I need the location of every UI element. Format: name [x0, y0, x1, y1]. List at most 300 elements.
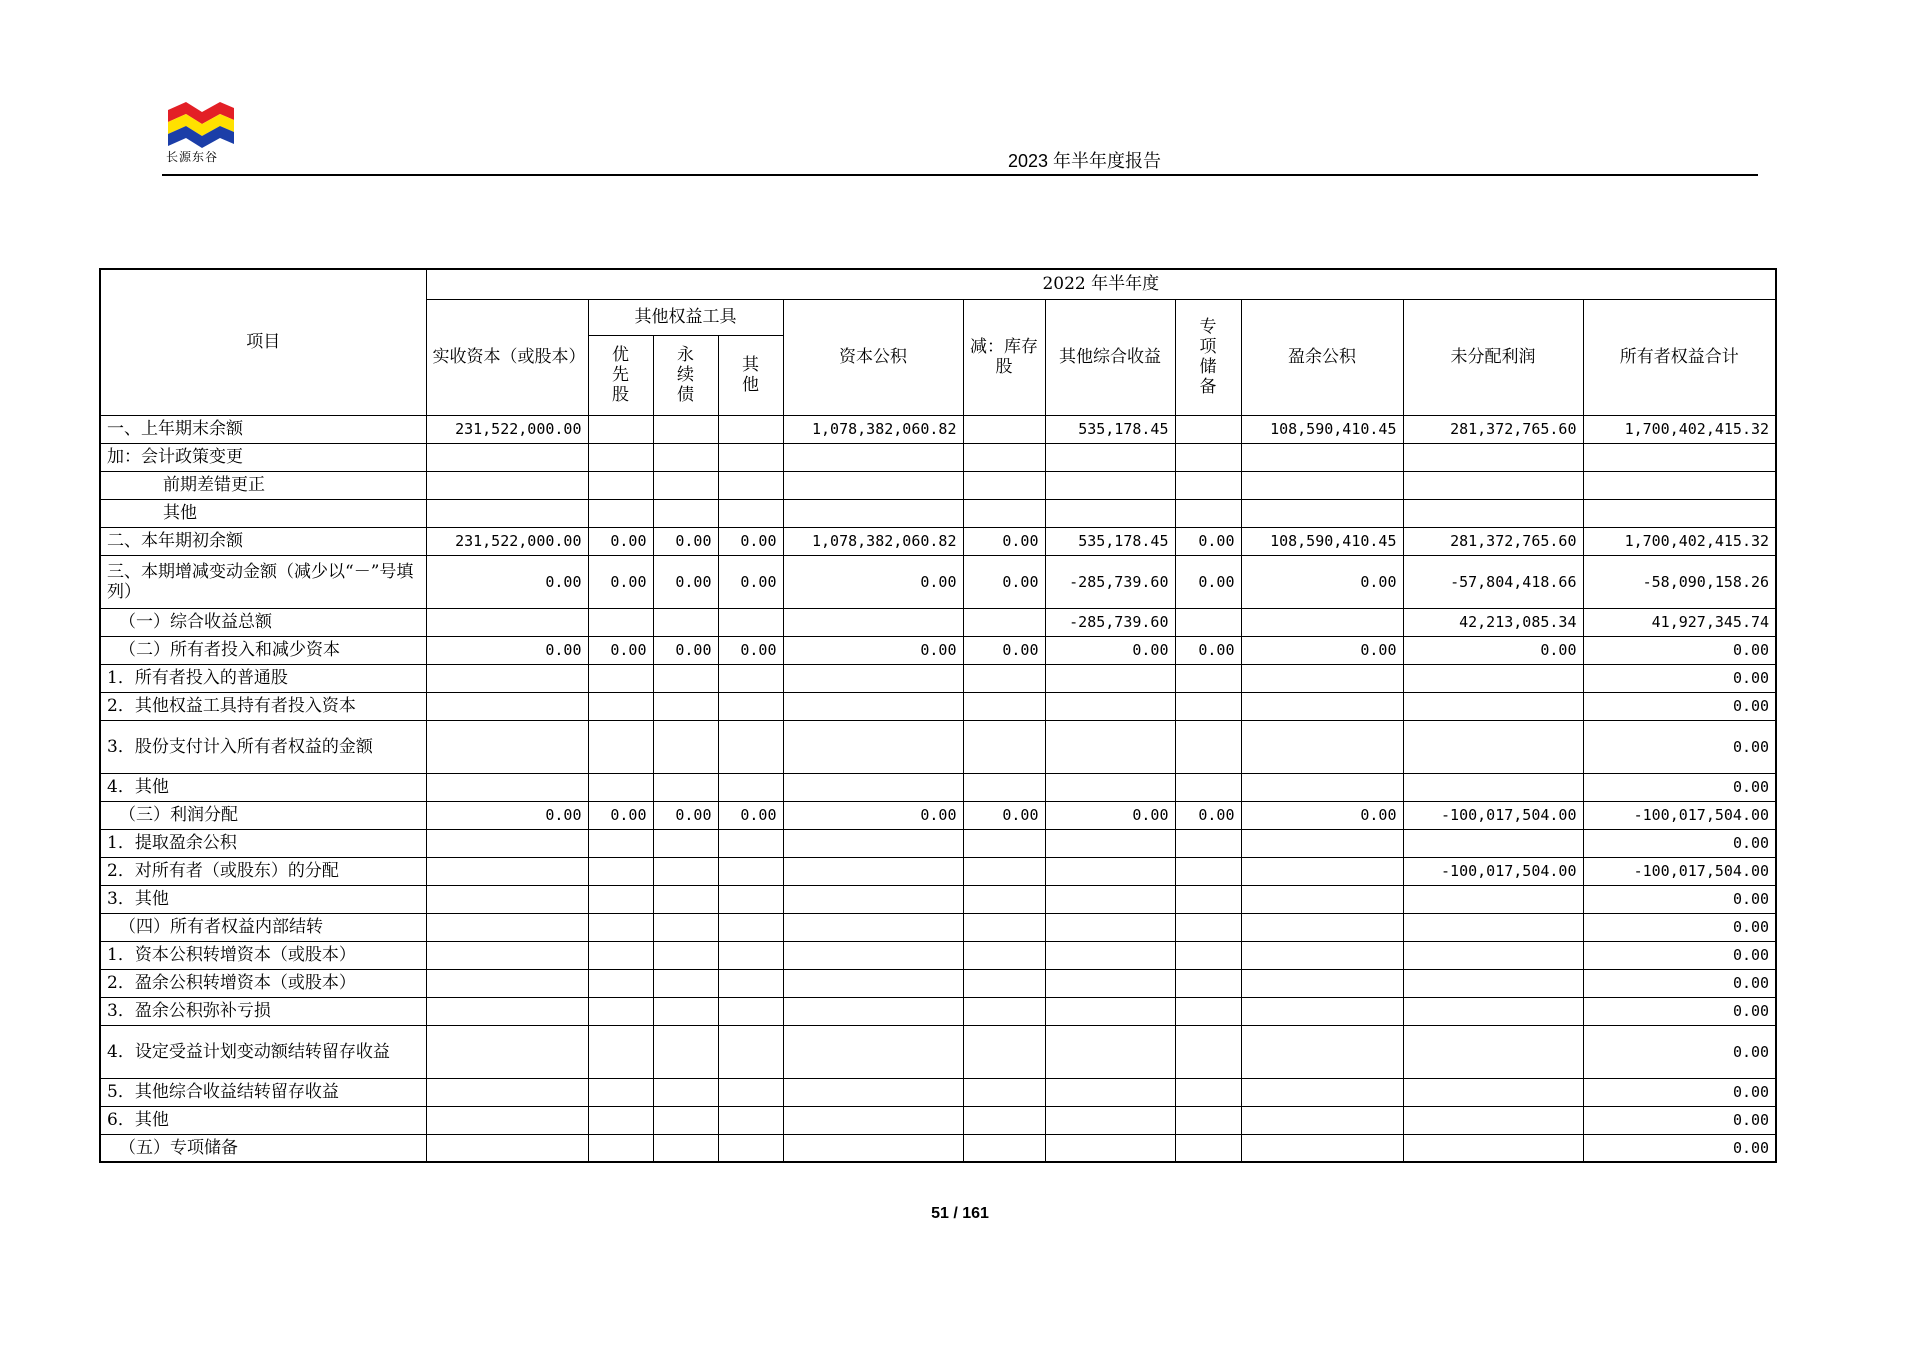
- cell-value: 535,178.45: [1045, 527, 1175, 555]
- cell-value: [1045, 720, 1175, 773]
- cell-value: 0.00: [718, 527, 783, 555]
- cell-value: [1241, 1078, 1403, 1106]
- row-label: 2．其他权益工具持有者投入资本: [100, 692, 426, 720]
- table-row: [100, 1106, 1776, 1134]
- cell-value: [588, 415, 653, 443]
- cell-value: 0.00: [588, 555, 653, 608]
- cell-value: 0.00: [1241, 801, 1403, 829]
- cell-value: [1403, 941, 1583, 969]
- row-label: 4．设定受益计划变动额结转留存收益: [100, 1025, 426, 1078]
- table-row: [100, 471, 1776, 499]
- cell-value: [1045, 664, 1175, 692]
- row-label: 4．其他: [100, 773, 426, 801]
- cell-value: [1175, 941, 1241, 969]
- cell-value: [426, 773, 588, 801]
- cell-value: [1241, 692, 1403, 720]
- cell-value: [963, 443, 1045, 471]
- cell-value: 0.00: [426, 636, 588, 664]
- cell-value: [1045, 1025, 1175, 1078]
- cell-value: [963, 664, 1045, 692]
- cell-value: [963, 1025, 1045, 1078]
- table-row: [100, 499, 1776, 527]
- cell-value: [1045, 997, 1175, 1025]
- cell-value: [1045, 969, 1175, 997]
- table-row: [100, 608, 1776, 636]
- cell-value: [783, 692, 963, 720]
- cell-value: [963, 1078, 1045, 1106]
- cell-value: 0.00: [963, 527, 1045, 555]
- cell-value: [718, 415, 783, 443]
- table-row: [100, 913, 1776, 941]
- cell-value: 0.00: [1583, 720, 1776, 773]
- cell-value: [426, 1106, 588, 1134]
- cell-value: [783, 608, 963, 636]
- cell-value: [588, 1078, 653, 1106]
- row-label: 加：会计政策变更: [100, 443, 426, 471]
- cell-value: 0.00: [1045, 801, 1175, 829]
- cell-value: [426, 913, 588, 941]
- cell-value: [653, 720, 718, 773]
- cell-value: [963, 969, 1045, 997]
- table-row: [100, 527, 1776, 555]
- cell-value: [426, 941, 588, 969]
- cell-value: 535,178.45: [1045, 415, 1175, 443]
- cell-value: [718, 773, 783, 801]
- cell-value: [963, 1106, 1045, 1134]
- cell-value: [1045, 1134, 1175, 1162]
- cell-value: [1045, 692, 1175, 720]
- table-row: [100, 664, 1776, 692]
- header-rule: [162, 174, 1758, 176]
- header-undistributed-profit: 未分配利润: [1403, 299, 1583, 415]
- cell-value: [1241, 969, 1403, 997]
- cell-value: [718, 997, 783, 1025]
- cell-value: [653, 1025, 718, 1078]
- cell-value: 108,590,410.45: [1241, 415, 1403, 443]
- cell-value: [783, 885, 963, 913]
- cell-value: [653, 608, 718, 636]
- cell-value: 231,522,000.00: [426, 527, 588, 555]
- cell-value: 1,700,402,415.32: [1583, 415, 1776, 443]
- cell-value: [783, 1025, 963, 1078]
- table-row: [100, 555, 1776, 608]
- cell-value: [1175, 415, 1241, 443]
- cell-value: 42,213,085.34: [1403, 608, 1583, 636]
- cell-value: [588, 471, 653, 499]
- header-oci: 其他综合收益: [1045, 299, 1175, 415]
- cell-value: [1403, 471, 1583, 499]
- row-label: 2．盈余公积转增资本（或股本）: [100, 969, 426, 997]
- header-capital-reserve: 资本公积: [783, 299, 963, 415]
- cell-value: 0.00: [1583, 1106, 1776, 1134]
- cell-value: [963, 608, 1045, 636]
- cell-value: 0.00: [963, 801, 1045, 829]
- cell-value: [1403, 997, 1583, 1025]
- row-label: 1．提取盈余公积: [100, 829, 426, 857]
- cell-value: 231,522,000.00: [426, 415, 588, 443]
- cell-value: [653, 885, 718, 913]
- cell-value: 0.00: [653, 636, 718, 664]
- cell-value: [426, 1134, 588, 1162]
- cell-value: 1,078,382,060.82: [783, 527, 963, 555]
- cell-value: [1175, 1134, 1241, 1162]
- cell-value: -57,804,418.66: [1403, 555, 1583, 608]
- cell-value: [1175, 720, 1241, 773]
- cell-value: [1241, 885, 1403, 913]
- cell-value: [963, 941, 1045, 969]
- cell-value: 0.00: [718, 555, 783, 608]
- cell-value: [718, 692, 783, 720]
- table-row: [100, 443, 1776, 471]
- cell-value: 0.00: [1583, 941, 1776, 969]
- cell-value: [1175, 664, 1241, 692]
- cell-value: [963, 773, 1045, 801]
- cell-value: [963, 913, 1045, 941]
- cell-value: [783, 829, 963, 857]
- cell-value: [718, 1134, 783, 1162]
- cell-value: [1175, 829, 1241, 857]
- cell-value: 0.00: [1583, 997, 1776, 1025]
- cell-value: [1175, 857, 1241, 885]
- row-label: （五）专项储备: [100, 1134, 426, 1162]
- cell-value: [1045, 857, 1175, 885]
- row-label: （三）利润分配: [100, 801, 426, 829]
- cell-value: [588, 1134, 653, 1162]
- table-row: [100, 801, 1776, 829]
- cell-value: 0.00: [1403, 636, 1583, 664]
- cell-value: [1241, 443, 1403, 471]
- cell-value: [1583, 499, 1776, 527]
- cell-value: [653, 997, 718, 1025]
- cell-value: 0.00: [1583, 1025, 1776, 1078]
- cell-value: [653, 829, 718, 857]
- header-paid-in-capital: 实收资本（或股本）: [426, 299, 588, 415]
- cell-value: 0.00: [588, 527, 653, 555]
- cell-value: [963, 692, 1045, 720]
- cell-value: [1175, 1025, 1241, 1078]
- cell-value: [718, 720, 783, 773]
- page-number: 51 / 161: [931, 1205, 989, 1222]
- header-total-equity: 所有者权益合计: [1583, 299, 1776, 415]
- cell-value: [783, 941, 963, 969]
- cell-value: -100,017,504.00: [1403, 801, 1583, 829]
- cell-value: [718, 885, 783, 913]
- cell-value: [718, 443, 783, 471]
- cell-value: [1175, 471, 1241, 499]
- cell-value: 0.00: [1241, 555, 1403, 608]
- cell-value: [426, 1078, 588, 1106]
- cell-value: 0.00: [783, 636, 963, 664]
- cell-value: [1045, 499, 1175, 527]
- cell-value: [426, 471, 588, 499]
- cell-value: [1403, 692, 1583, 720]
- cell-value: [1241, 1025, 1403, 1078]
- cell-value: [783, 1078, 963, 1106]
- header-perpetual-bond: 永续债: [653, 335, 718, 415]
- cell-value: 0.00: [1583, 692, 1776, 720]
- cell-value: [588, 1025, 653, 1078]
- cell-value: [783, 969, 963, 997]
- cell-value: [718, 664, 783, 692]
- table-row: [100, 885, 1776, 913]
- cell-value: [718, 1078, 783, 1106]
- cell-value: [1241, 857, 1403, 885]
- cell-value: 0.00: [1175, 636, 1241, 664]
- cell-value: [588, 443, 653, 471]
- cell-value: 108,590,410.45: [1241, 527, 1403, 555]
- cell-value: [963, 471, 1045, 499]
- cell-value: [426, 664, 588, 692]
- cell-value: -100,017,504.00: [1583, 857, 1776, 885]
- cell-value: [653, 692, 718, 720]
- cell-value: [718, 499, 783, 527]
- cell-value: [718, 1025, 783, 1078]
- cell-value: [1241, 1134, 1403, 1162]
- cell-value: [653, 471, 718, 499]
- cell-value: [588, 885, 653, 913]
- table-row: [100, 941, 1776, 969]
- cell-value: [718, 913, 783, 941]
- cell-value: [588, 499, 653, 527]
- cell-value: [588, 664, 653, 692]
- row-label: （一）综合收益总额: [100, 608, 426, 636]
- cell-value: [653, 664, 718, 692]
- cell-value: [1241, 829, 1403, 857]
- cell-value: 0.00: [783, 555, 963, 608]
- cell-value: 0.00: [1583, 969, 1776, 997]
- cell-value: [653, 499, 718, 527]
- cell-value: 0.00: [718, 636, 783, 664]
- cell-value: [1241, 471, 1403, 499]
- cell-value: [588, 913, 653, 941]
- cell-value: [1175, 1106, 1241, 1134]
- cell-value: [653, 443, 718, 471]
- table-row: [100, 1078, 1776, 1106]
- cell-value: [588, 608, 653, 636]
- cell-value: [963, 720, 1045, 773]
- cell-value: [1241, 664, 1403, 692]
- row-label: 3．盈余公积弥补亏损: [100, 997, 426, 1025]
- cell-value: 41,927,345.74: [1583, 608, 1776, 636]
- cell-value: [718, 857, 783, 885]
- cell-value: [1241, 941, 1403, 969]
- cell-value: 0.00: [718, 801, 783, 829]
- cell-value: [1175, 608, 1241, 636]
- table-row: [100, 415, 1776, 443]
- cell-value: 0.00: [1583, 664, 1776, 692]
- table-row: [100, 1025, 1776, 1078]
- cell-value: -58,090,158.26: [1583, 555, 1776, 608]
- row-label: 一、上年期末余额: [100, 415, 426, 443]
- cell-value: -285,739.60: [1045, 555, 1175, 608]
- cell-value: [1241, 1106, 1403, 1134]
- cell-value: [653, 1078, 718, 1106]
- table-row: [100, 969, 1776, 997]
- cell-value: [963, 499, 1045, 527]
- cell-value: 0.00: [963, 636, 1045, 664]
- cell-value: 0.00: [1583, 885, 1776, 913]
- cell-value: 281,372,765.60: [1403, 527, 1583, 555]
- table-row: [100, 857, 1776, 885]
- cell-value: 0.00: [1175, 527, 1241, 555]
- cell-value: [1403, 499, 1583, 527]
- cell-value: [1045, 941, 1175, 969]
- cell-value: [588, 857, 653, 885]
- cell-value: [426, 720, 588, 773]
- cell-value: [783, 1106, 963, 1134]
- row-label: 三、本期增减变动金额（减少以“－”号填列）: [100, 555, 426, 608]
- row-label: 其他: [100, 499, 426, 527]
- cell-value: [783, 664, 963, 692]
- cell-value: [1403, 913, 1583, 941]
- cell-value: [1175, 969, 1241, 997]
- cell-value: [426, 499, 588, 527]
- cell-value: 281,372,765.60: [1403, 415, 1583, 443]
- cell-value: [1045, 829, 1175, 857]
- cell-value: [1175, 1078, 1241, 1106]
- cell-value: [1241, 997, 1403, 1025]
- cell-value: [588, 692, 653, 720]
- cell-value: [963, 1134, 1045, 1162]
- cell-value: [653, 1106, 718, 1134]
- cell-value: [653, 941, 718, 969]
- cell-value: 0.00: [963, 555, 1045, 608]
- cell-value: [426, 997, 588, 1025]
- cell-value: [653, 773, 718, 801]
- cell-value: 0.00: [1583, 913, 1776, 941]
- row-label: 6．其他: [100, 1106, 426, 1134]
- table-row: [100, 773, 1776, 801]
- cell-value: [1175, 913, 1241, 941]
- cell-value: [653, 415, 718, 443]
- cell-value: [1045, 443, 1175, 471]
- cell-value: [783, 913, 963, 941]
- row-label: 5．其他综合收益结转留存收益: [100, 1078, 426, 1106]
- cell-value: [963, 415, 1045, 443]
- cell-value: 0.00: [1175, 555, 1241, 608]
- header-treasury-stock: 减：库存股: [963, 299, 1045, 415]
- cell-value: [426, 857, 588, 885]
- cell-value: [1175, 692, 1241, 720]
- cell-value: [1583, 443, 1776, 471]
- row-label: 二、本年期初余额: [100, 527, 426, 555]
- cell-value: 0.00: [426, 555, 588, 608]
- cell-value: [1045, 1106, 1175, 1134]
- cell-value: [588, 997, 653, 1025]
- cell-value: 0.00: [1241, 636, 1403, 664]
- cell-value: [588, 969, 653, 997]
- row-label: （四）所有者权益内部结转: [100, 913, 426, 941]
- cell-value: -100,017,504.00: [1403, 857, 1583, 885]
- header-surplus-reserve: 盈余公积: [1241, 299, 1403, 415]
- cell-value: [1403, 443, 1583, 471]
- cell-value: [1175, 885, 1241, 913]
- cell-value: -100,017,504.00: [1583, 801, 1776, 829]
- cell-value: 1,078,382,060.82: [783, 415, 963, 443]
- table-row: [100, 692, 1776, 720]
- header-preferred-stock: 优先股: [588, 335, 653, 415]
- cell-value: 0.00: [1583, 773, 1776, 801]
- cell-value: 1,700,402,415.32: [1583, 527, 1776, 555]
- cell-value: 0.00: [1583, 1134, 1776, 1162]
- row-label: 1．所有者投入的普通股: [100, 664, 426, 692]
- cell-value: [1241, 720, 1403, 773]
- cell-value: [426, 608, 588, 636]
- cell-value: [588, 829, 653, 857]
- cell-value: 0.00: [1583, 1078, 1776, 1106]
- cell-value: [1175, 443, 1241, 471]
- cell-value: [963, 829, 1045, 857]
- equity-change-table: [99, 268, 1777, 1163]
- cell-value: [1403, 1134, 1583, 1162]
- cell-value: [1241, 499, 1403, 527]
- cell-value: [1403, 1106, 1583, 1134]
- cell-value: [1583, 471, 1776, 499]
- cell-value: [1045, 471, 1175, 499]
- cell-value: 0.00: [588, 801, 653, 829]
- row-label: 3．其他: [100, 885, 426, 913]
- row-label: 3．股份支付计入所有者权益的金额: [100, 720, 426, 773]
- row-label: 1．资本公积转增资本（或股本）: [100, 941, 426, 969]
- cell-value: [718, 608, 783, 636]
- row-label: （二）所有者投入和减少资本: [100, 636, 426, 664]
- cell-value: [718, 829, 783, 857]
- cell-value: [1403, 1025, 1583, 1078]
- cell-value: [653, 1134, 718, 1162]
- cell-value: [1241, 608, 1403, 636]
- cell-value: [783, 720, 963, 773]
- cell-value: [1403, 829, 1583, 857]
- row-label: 2．对所有者（或股东）的分配: [100, 857, 426, 885]
- cell-value: [1045, 773, 1175, 801]
- header-special-reserve: 专项储备: [1175, 299, 1241, 415]
- cell-value: 0.00: [1583, 636, 1776, 664]
- cell-value: -285,739.60: [1045, 608, 1175, 636]
- cell-value: [1403, 720, 1583, 773]
- cell-value: [783, 443, 963, 471]
- cell-value: 0.00: [653, 801, 718, 829]
- cell-value: [1045, 913, 1175, 941]
- table-row: [100, 997, 1776, 1025]
- cell-value: [1241, 913, 1403, 941]
- header-item: 项目: [100, 269, 426, 415]
- company-logo-text: 长源东谷: [166, 150, 219, 164]
- table-row: [100, 1134, 1776, 1162]
- cell-value: 0.00: [783, 801, 963, 829]
- cell-value: [426, 692, 588, 720]
- header-other: 其他: [718, 335, 783, 415]
- cell-value: [718, 941, 783, 969]
- cell-value: [588, 1106, 653, 1134]
- cell-value: 0.00: [588, 636, 653, 664]
- header-period: 2022 年半年度: [426, 269, 1776, 299]
- cell-value: [1403, 664, 1583, 692]
- cell-value: [653, 913, 718, 941]
- header-other-equity-instruments: 其他权益工具: [588, 299, 783, 335]
- cell-value: [653, 857, 718, 885]
- cell-value: [963, 857, 1045, 885]
- cell-value: [426, 829, 588, 857]
- report-title: 2023 年半年度报告: [1008, 151, 1162, 171]
- cell-value: [783, 499, 963, 527]
- cell-value: [1241, 773, 1403, 801]
- cell-value: [588, 941, 653, 969]
- cell-value: [1045, 885, 1175, 913]
- cell-value: [1045, 1078, 1175, 1106]
- row-label: 前期差错更正: [100, 471, 426, 499]
- cell-value: [963, 997, 1045, 1025]
- table-row: [100, 636, 1776, 664]
